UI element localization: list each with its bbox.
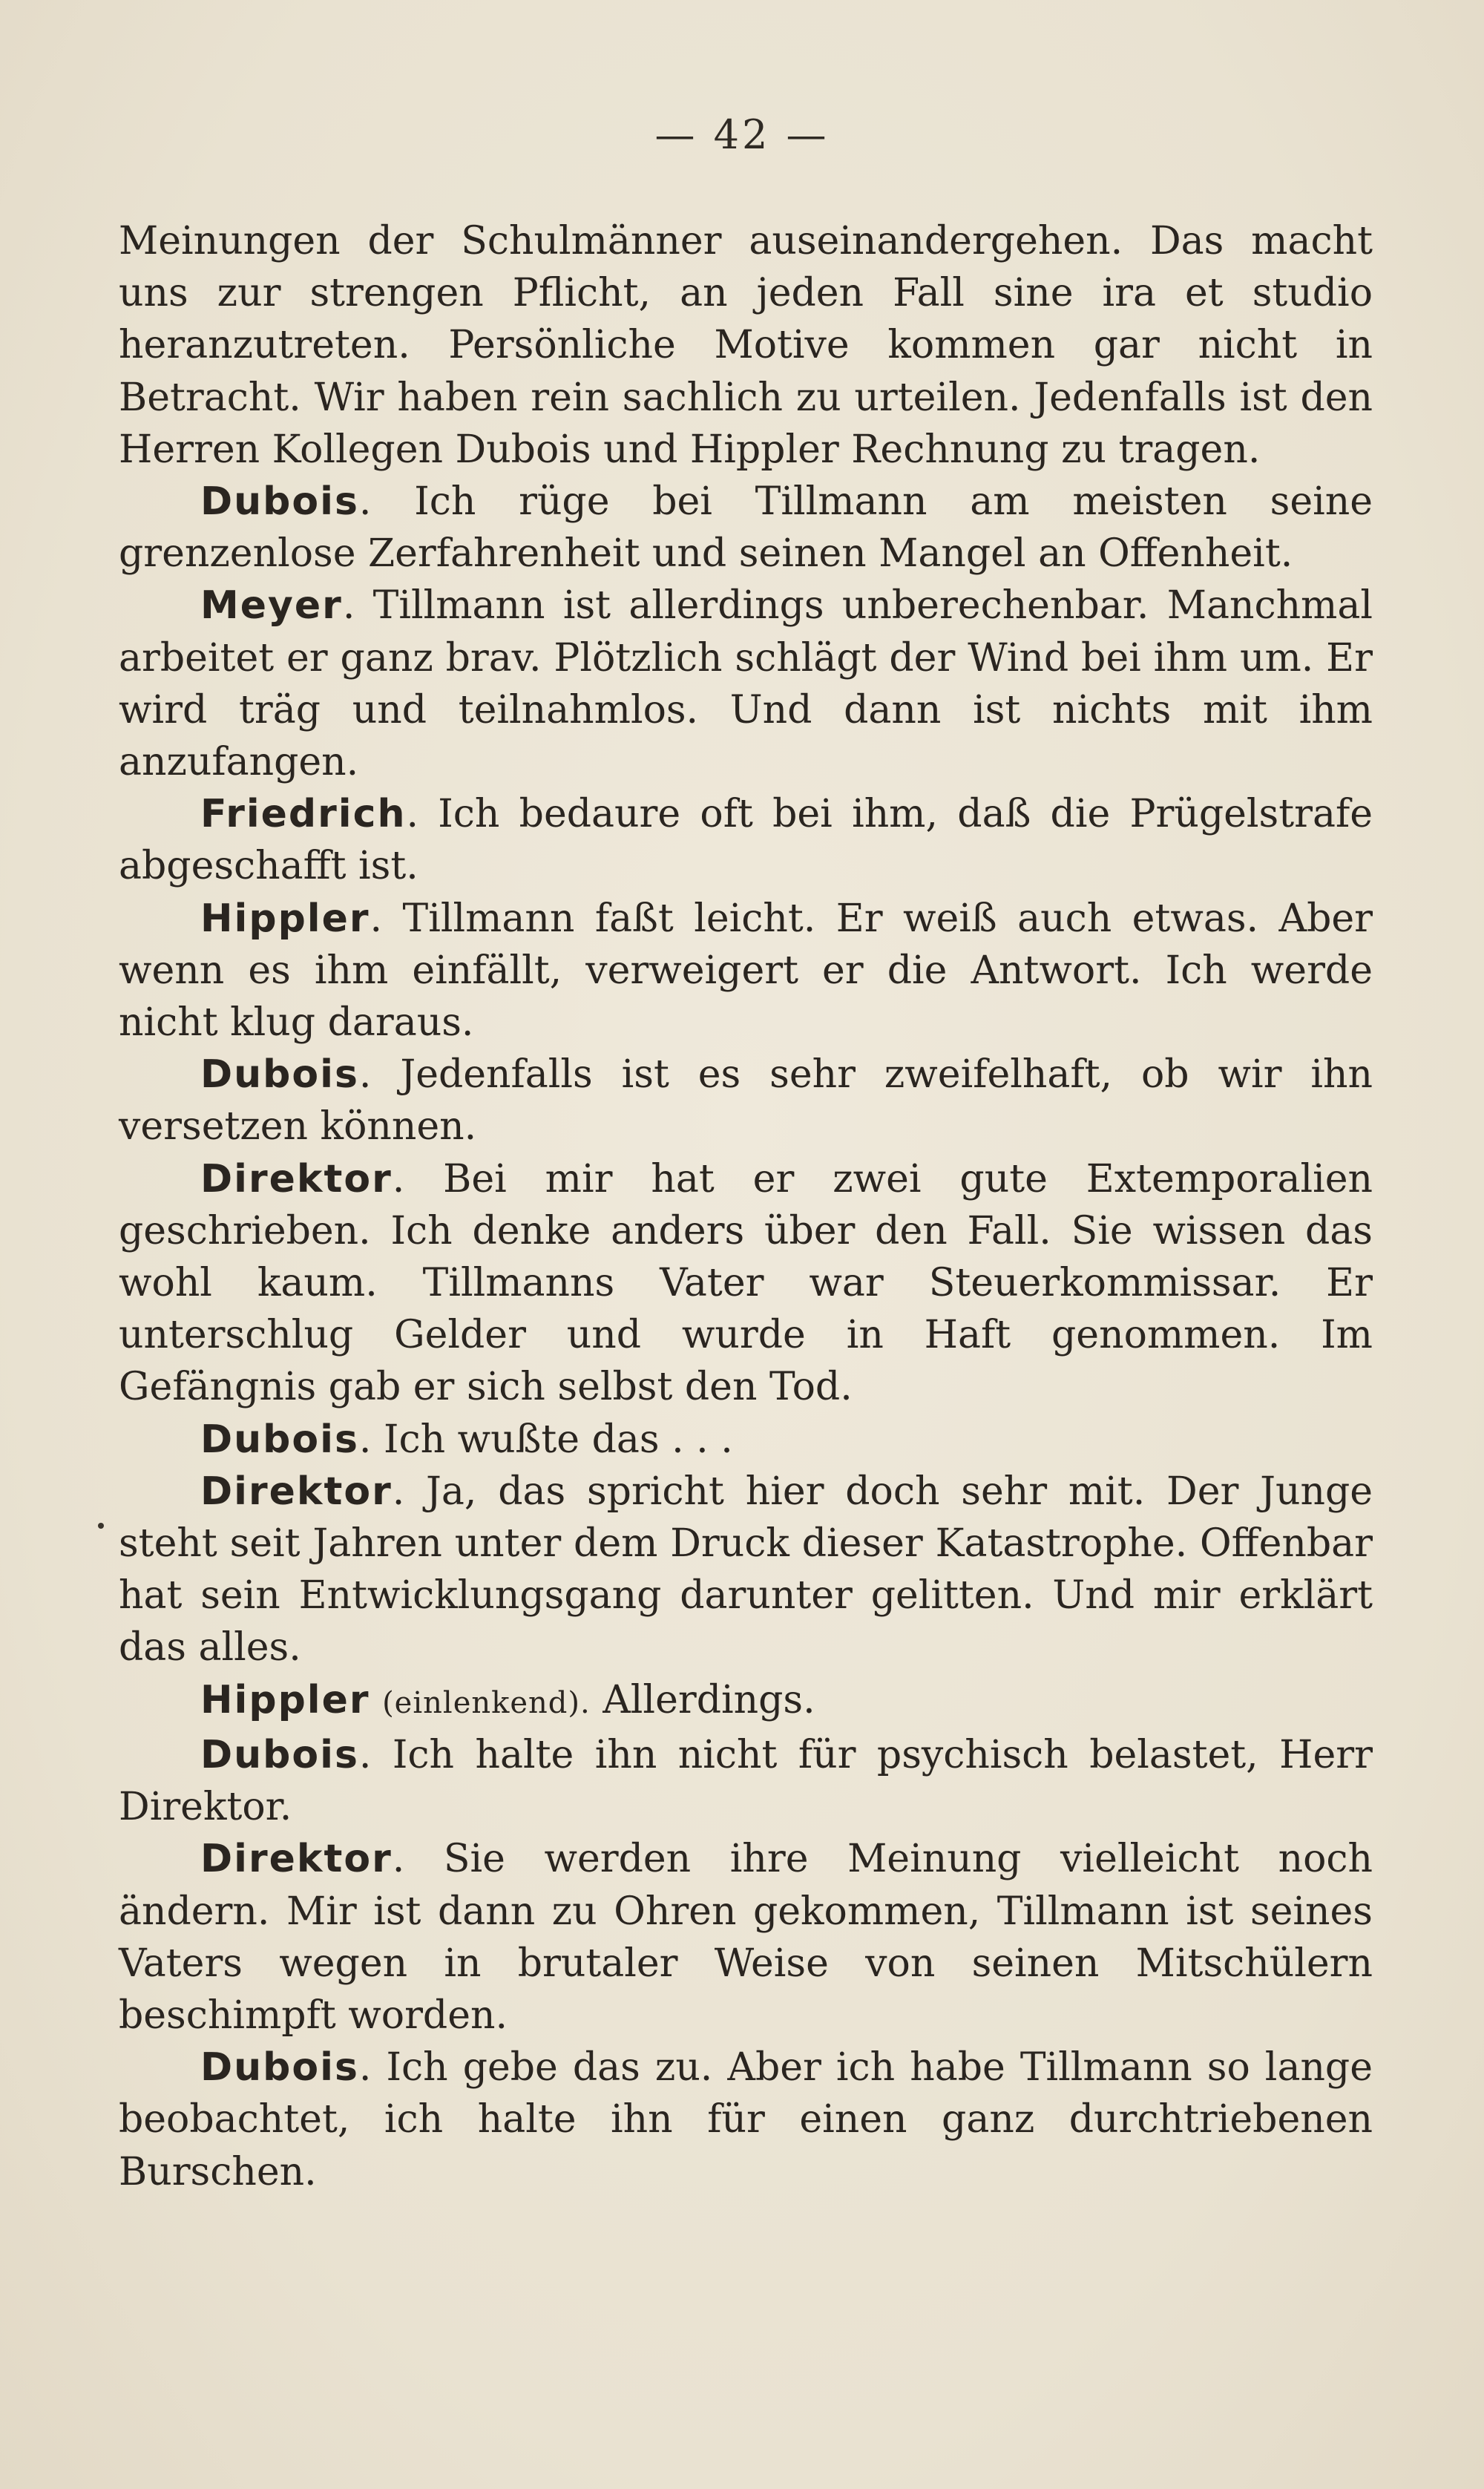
paragraph-text: Meinungen der Schulmänner auseinandergehen. Das macht uns zur strengen Pflicht, an jeden Fall sine ira et studio heranzutreten. Persönliche Motive kommen gar nicht in Betracht. Wir haben rein sachlich zu urteilen. Jedenfalls ist den Herren Kollegen Dubois und Hippler Rechnung zu tragen. <box>119 219 1373 472</box>
speech-hippler <box>119 1674 1373 1729</box>
paragraph-continuation <box>119 215 1373 476</box>
speech-direktor: Direktor. Ja, das spricht hier doch sehr mit. Der Junge steht seit Jahren unter dem Druck dieser Katastrophe. Offenbar hat sein Entwicklungsgang darunter gelitten. Und mir erklärt das alles. <box>119 1469 1373 1670</box>
speaker-name: Direktor <box>200 1469 393 1514</box>
speech-text: Ich gebe das zu. Aber ich habe Tillmann so lange beobachtet, ich halte ihn für einen ganz durchtriebenen Burschen. <box>119 2045 1373 2194</box>
speech-text: Ja, das spricht hier doch sehr mit. Der Junge steht seit Jahren unter dem Druck dieser Katastrophe. Offenbar hat sein Entwicklungsgang darunter gelitten. Und mir erklärt das alles. <box>119 1469 1373 1670</box>
speech-friedrich: Friedrich. Ich bedaure oft bei ihm, daß die Prügelstrafe abgeschafft ist. <box>119 792 1373 889</box>
speech-dubois: Dubois. Ich halte ihn nicht für psychisch belastet, Herr Direktor. <box>119 1732 1373 1830</box>
speaker-name: Direktor <box>200 1837 393 1882</box>
speech-text: Tillmann ist allerdings unberechenbar. Manchmal arbeitet er ganz brav. Plötzlich schlägt der Wind bei ihm um. Er wird träg und teilnahmlos. Und dann ist nichts mit ihm anzufangen. <box>119 583 1373 785</box>
play-text <box>119 215 1373 2198</box>
page-number: — 42 — <box>654 111 830 158</box>
speaker-name: Direktor <box>200 1156 393 1201</box>
speaker-name: Meyer <box>200 583 343 629</box>
speech-text: Allerdings. <box>603 1677 815 1722</box>
speaker-name: Dubois <box>200 1417 359 1462</box>
speech-text: Sie werden ihre Meinung vielleicht noch ändern. Mir ist dann zu Ohren gekommen, Tillmann ist seines Vaters wegen in brutaler Weise von seinen Mitschülern beschimpft worden. <box>119 1837 1373 2038</box>
speech-hippler: Hippler. Tillmann faßt leicht. Er weiß auch etwas. Aber wenn es ihm einfällt, verweigert er die Antwort. Ich werde nicht klug daraus. <box>119 896 1373 1046</box>
speech-direktor: Direktor. Sie werden ihre Meinung vielleicht noch ändern. Mir ist dann zu Ohren gekommen, Tillmann ist seines Vaters wegen in brutaler Weise von seinen Mitschülern beschimpft worden. <box>119 1837 1373 2038</box>
speech-text: Ich rüge bei Tillmann am meisten seine grenzenlose Zerfahrenheit und seinen Mangel an Offenheit. <box>119 479 1373 577</box>
speech-dubois: Dubois. Ich gebe das zu. Aber ich habe Tillmann so lange beobachtet, ich halte ihn für einen ganz durchtriebenen Burschen. <box>119 2045 1373 2194</box>
speaker-name: Dubois <box>200 1732 359 1777</box>
stage-direction: (einlenkend). <box>382 1685 591 1720</box>
ink-speck <box>98 1523 104 1529</box>
speech-text: Jedenfalls ist es sehr zweifelhaft, ob wir ihn versetzen können. <box>119 1052 1373 1150</box>
speech-text: Bei mir hat er zwei gute Extemporalien geschrieben. Ich denke anders über den Fall. Sie wissen das wohl kaum. Tillmanns Vater war Steuerkommissar. Er unterschlug Gelder und wurde in Haft genommen. Im Gefängnis gab er sich selbst den Tod. <box>119 1156 1373 1410</box>
speech-dubois: Dubois. Jedenfalls ist es sehr zweifelhaft, ob wir ihn versetzen können. <box>119 1052 1373 1150</box>
speech-text: Ich bedaure oft bei ihm, daß die Prügelstrafe abgeschafft ist. <box>119 792 1373 889</box>
speech-text: Tillmann faßt leicht. Er weiß auch etwas. Aber wenn es ihm einfällt, verweigert er die Antwort. Ich werde nicht klug daraus. <box>119 896 1373 1046</box>
speaker-name: Hippler <box>200 896 370 941</box>
speech-dubois: Dubois. Ich rüge bei Tillmann am meisten seine grenzenlose Zerfahrenheit und seinen Mangel an Offenheit. <box>119 479 1373 577</box>
speech-direktor: Direktor. Bei mir hat er zwei gute Extemporalien geschrieben. Ich denke anders über den Fall. Sie wissen das wohl kaum. Tillmanns Vater war Steuerkommissar. Er unterschlug Gelder und wurde in Haft genommen. Im Gefängnis gab er sich selbst den Tod. <box>119 1156 1373 1410</box>
speech-dubois: Dubois. Ich wußte das . . . <box>200 1417 733 1462</box>
speech-meyer: Meyer. Tillmann ist allerdings unberechenbar. Manchmal arbeitet er ganz brav. Plötzlich schlägt der Wind bei ihm um. Er wird träg und teilnahmlos. Und dann ist nichts mit ihm anzufangen. <box>119 583 1373 785</box>
speaker-name: Dubois <box>200 2045 359 2090</box>
speaker-name: Dubois <box>200 479 359 525</box>
speech-text: Ich halte ihn nicht für psychisch belastet, Herr Direktor. <box>119 1732 1373 1830</box>
speaker-name: Dubois <box>200 1052 359 1098</box>
speaker-name: Hippler <box>200 1677 370 1722</box>
speech-text: Ich wußte das . . . <box>383 1417 733 1462</box>
speaker-name: Friedrich <box>200 792 407 837</box>
